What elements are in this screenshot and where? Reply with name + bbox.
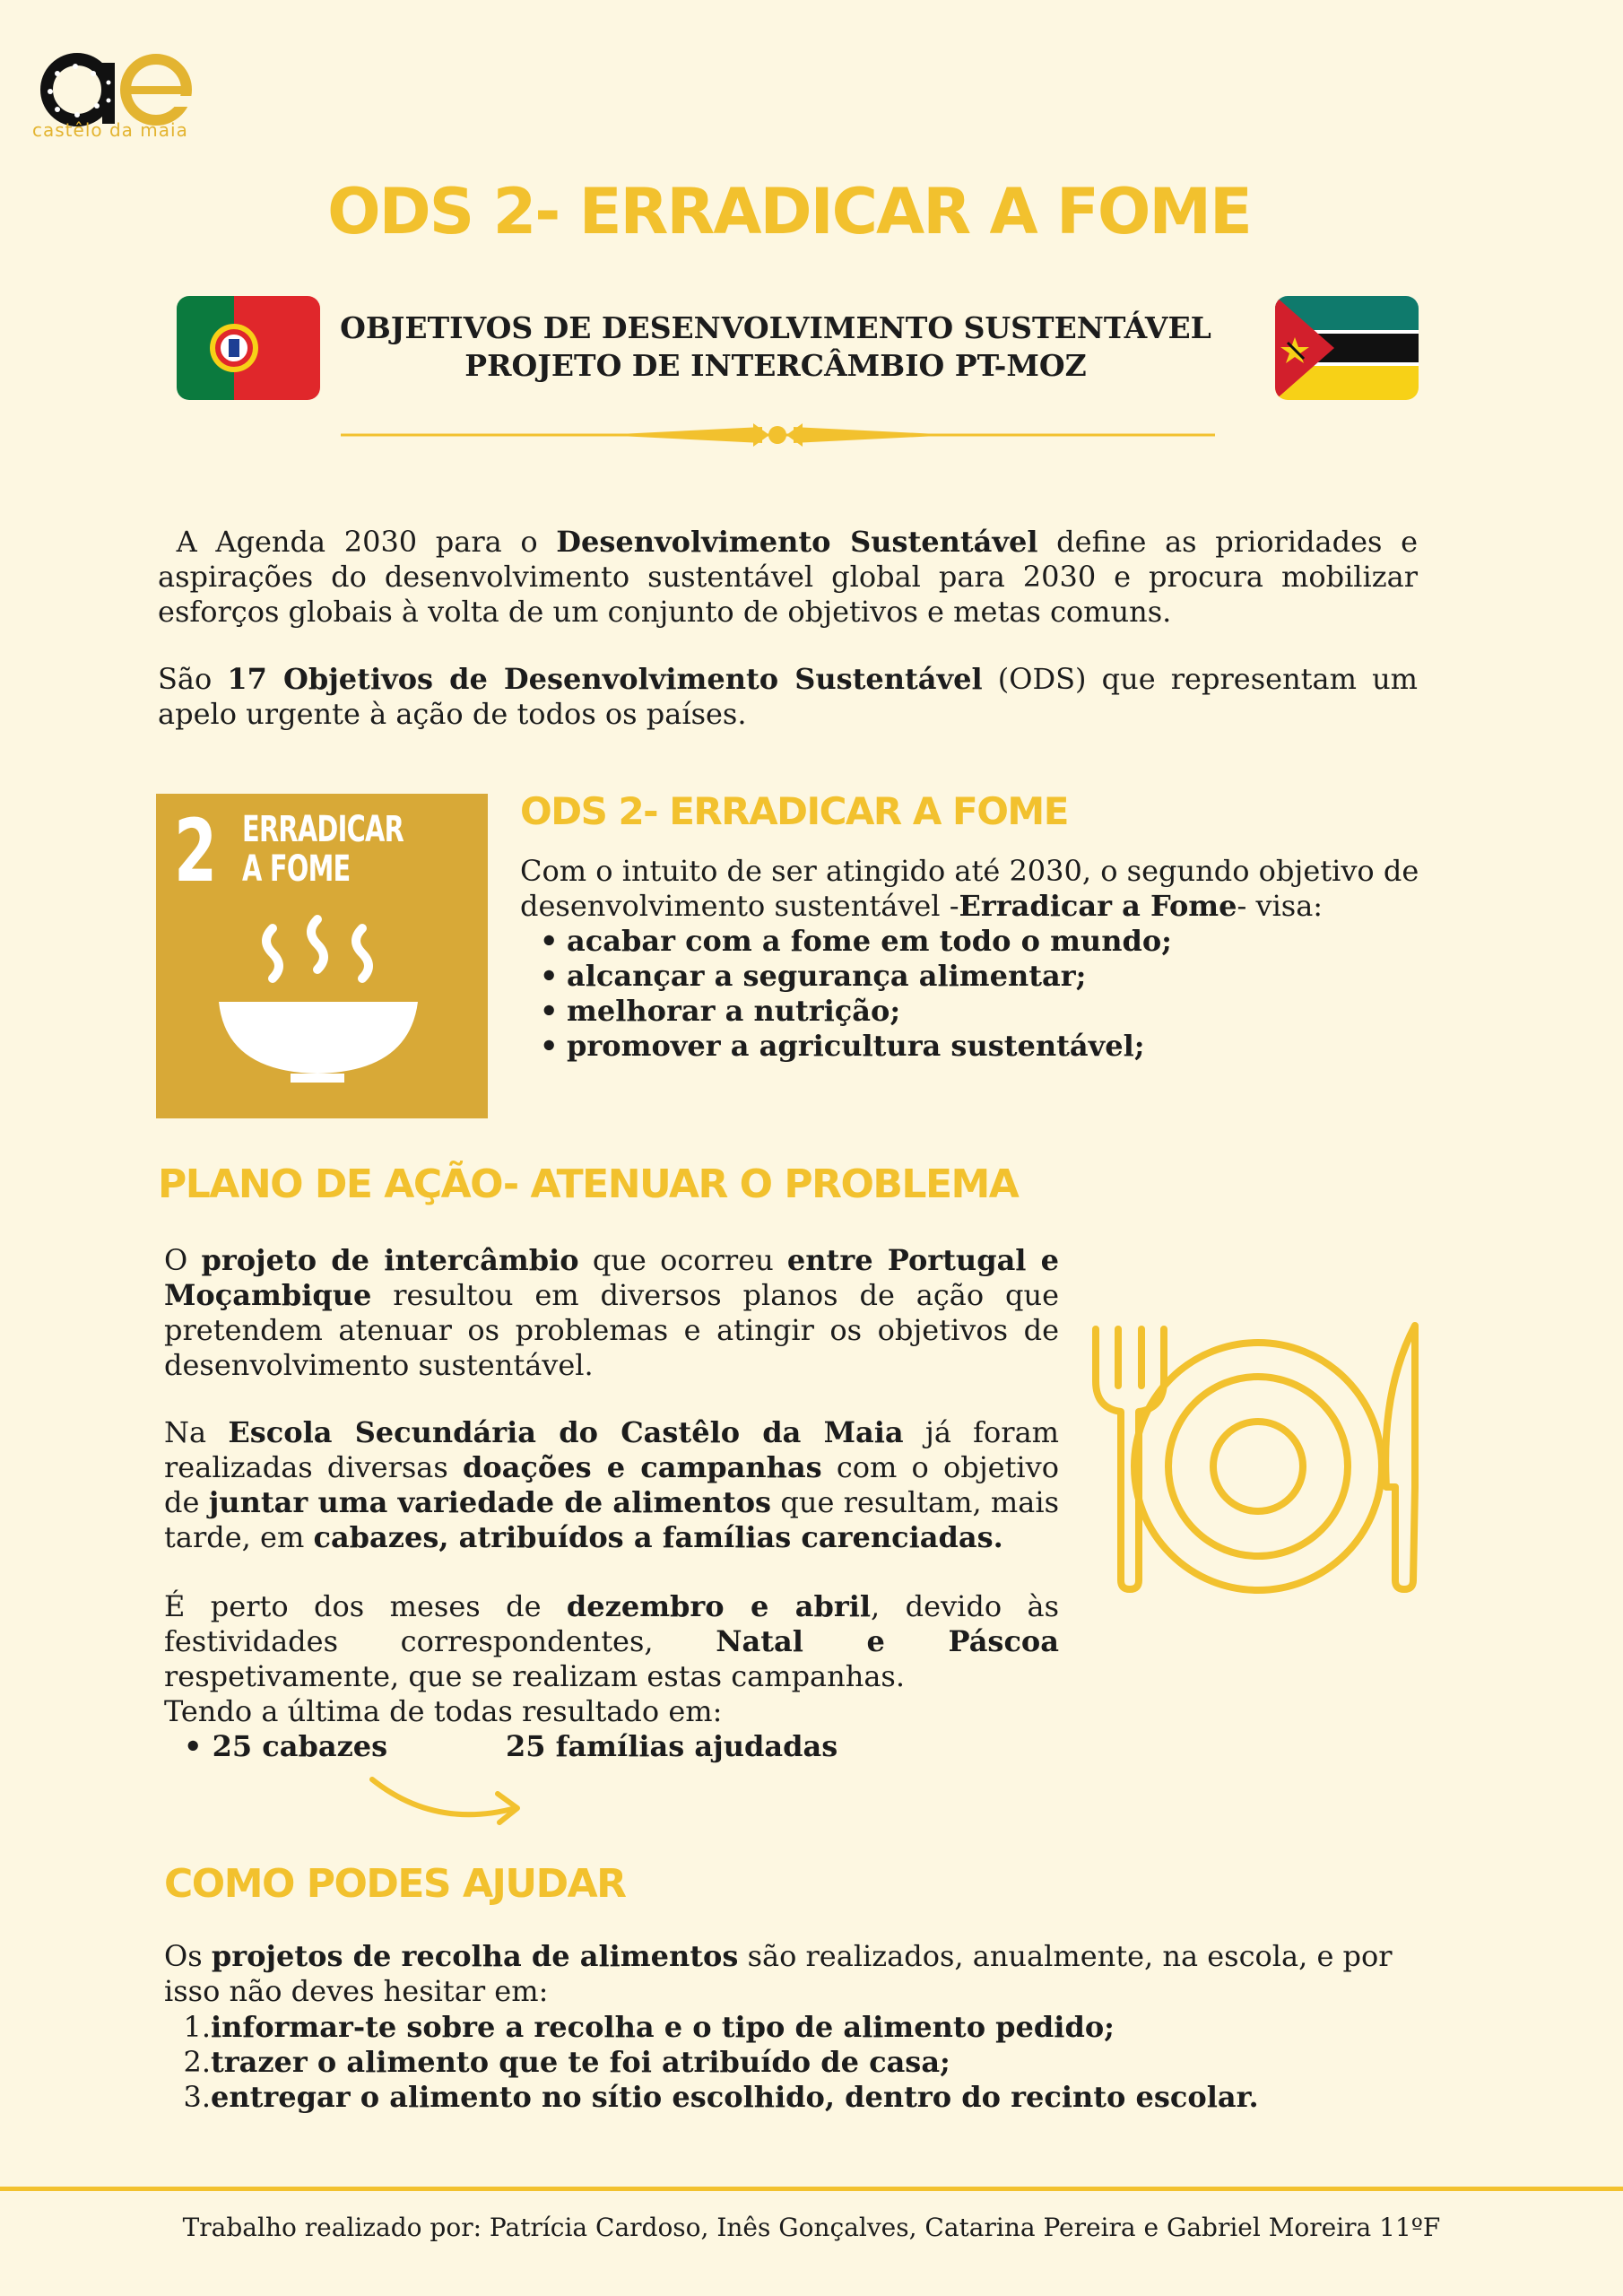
section-title-ods2: ODS 2- ERRADICAR A FOME	[520, 789, 1068, 833]
text-bold: entre Portugal e Moçambique	[164, 1243, 1060, 1312]
text-bold: Natal e Páscoa	[716, 1624, 1059, 1658]
step-text: informar-te sobre a recolha e o tipo de alimento pedido;	[211, 2010, 1115, 2044]
text: define as prioridades e aspirações do desenvolvimento sustentável global para 2030 e procura mobilizar esforços globais à volta de um conjunto de objetivos e metas comuns.	[158, 525, 1419, 629]
text: O	[164, 1243, 202, 1277]
step-text: entregar o alimento no sítio escolhido, dentro do recinto escolar.	[211, 2080, 1259, 2114]
subtitle-line-1: OBJETIVOS DE DESENVOLVIMENTO SUSTENTÁVEL	[340, 310, 1211, 345]
text: 25 cabazes	[212, 1729, 388, 1763]
text-bold: Erradicar a Fome	[959, 889, 1237, 923]
footer-credits: Trabalho realizado por: Patrícia Cardoso, Inês Gonçalves, Catarina Pereira e Gabriel Moreira 11ºF	[182, 2213, 1441, 2242]
result-families: 25 famílias ajudadas	[506, 1729, 838, 1763]
ods2-description	[520, 854, 1426, 924]
result-intro: Tendo a última de todas resultado em:	[164, 1694, 723, 1728]
text-bold: cabazes, atribuídos a famílias carenciadas.	[313, 1520, 1003, 1554]
result-baskets: • 25 cabazes	[184, 1729, 388, 1763]
page-title: ODS 2- ERRADICAR A FOME	[327, 175, 1251, 248]
help-intro	[164, 1939, 1428, 2009]
list-item	[164, 2080, 1259, 2115]
text: (ODS) que representam um apelo urgente à ação de todos os países.	[158, 662, 1419, 731]
step-number: 1.	[183, 2010, 211, 2044]
section-title-plan: PLANO DE AÇÃO- ATENUAR O PROBLEMA	[158, 1161, 1019, 1207]
footer-divider	[0, 2187, 1623, 2191]
plan-paragraph-1	[164, 1243, 1059, 1383]
list-item: • alcançar a segurança alimentar;	[520, 959, 1172, 994]
list-item: • acabar com a fome em todo o mundo;	[520, 924, 1172, 959]
text: A Agenda 2030 para o	[176, 525, 557, 559]
text: Com o intuito de ser atingido até 2030, o segundo objetivo de desenvolvimento sustentável -	[520, 854, 1419, 923]
plan-paragraph-3	[164, 1589, 1059, 1694]
text-bold: dezembro e abril	[566, 1589, 872, 1623]
sdg-2-tile	[156, 794, 488, 1118]
text: já foram realizadas diversas	[164, 1415, 1060, 1484]
text: com o objetivo de	[164, 1450, 1060, 1519]
step-number: 2.	[183, 2045, 211, 2079]
help-steps-list	[164, 2010, 1259, 2115]
text: É perto dos meses de	[164, 1589, 567, 1623]
list-item: • melhorar a nutrição;	[520, 994, 1172, 1029]
text: Os	[164, 1939, 212, 1973]
step-text: trazer o alimento que te foi atribuído de casa;	[211, 2045, 950, 2079]
sdg-label-line-1: ERRADICAR	[242, 809, 404, 850]
list-item	[164, 2010, 1259, 2045]
text: São	[158, 662, 228, 696]
steaming-bowl-icon	[156, 794, 488, 1118]
section-title-help: COMO PODES AJUDAR	[164, 1861, 626, 1907]
plate-cutlery-icon	[1085, 1318, 1426, 1596]
text-bold: doações e campanhas	[462, 1450, 822, 1484]
list-item: • promover a agricultura sustentável;	[520, 1029, 1172, 1064]
text: resultou em diversos planos de ação que pretendem atenuar os problemas e atingir os objetivos de desenvolvimento sustentável.	[164, 1278, 1059, 1382]
curved-arrow-icon	[363, 1767, 534, 1830]
text: respetivamente, que se realizam estas campanhas.	[164, 1659, 906, 1693]
ornamental-divider	[341, 422, 1215, 448]
sdg-label-line-2: A FOME	[242, 848, 351, 890]
list-item	[164, 2045, 1259, 2080]
text: Na	[164, 1415, 229, 1449]
intro-paragraph-2	[158, 662, 1418, 732]
text-bold: juntar uma variedade de alimentos	[208, 1485, 772, 1519]
text: que ocorreu	[578, 1243, 787, 1277]
ods2-goals-list	[520, 924, 1172, 1064]
plan-paragraph-2	[164, 1415, 1059, 1555]
step-number: 3.	[183, 2080, 211, 2114]
subtitle	[296, 309, 1255, 385]
subtitle-line-2: PROJETO DE INTERCÂMBIO PT-MOZ	[464, 348, 1087, 383]
sdg-number: 2	[174, 801, 218, 901]
text-bold: projetos de recolha de alimentos	[211, 1939, 739, 1973]
text: , devido às festividades correspondentes,	[164, 1589, 1060, 1658]
text: que resultam, mais tarde, em	[164, 1485, 1060, 1554]
text-bold: Escola Secundária do Castêlo da Maia	[228, 1415, 904, 1449]
logo-caption: castêlo da maia	[32, 119, 188, 141]
text: são realizados, anualmente, na escola, e por isso não deves hesitar em:	[164, 1939, 1393, 2008]
text-bold: Desenvolvimento Sustentável	[556, 525, 1038, 559]
text-bold: projeto de intercâmbio	[201, 1243, 579, 1277]
text-bold: 17 Objetivos de Desenvolvimento Sustentável	[227, 662, 983, 696]
mozambique-flag-icon	[1275, 296, 1419, 400]
intro-paragraph-1	[158, 525, 1418, 630]
text: - visa:	[1237, 889, 1324, 923]
